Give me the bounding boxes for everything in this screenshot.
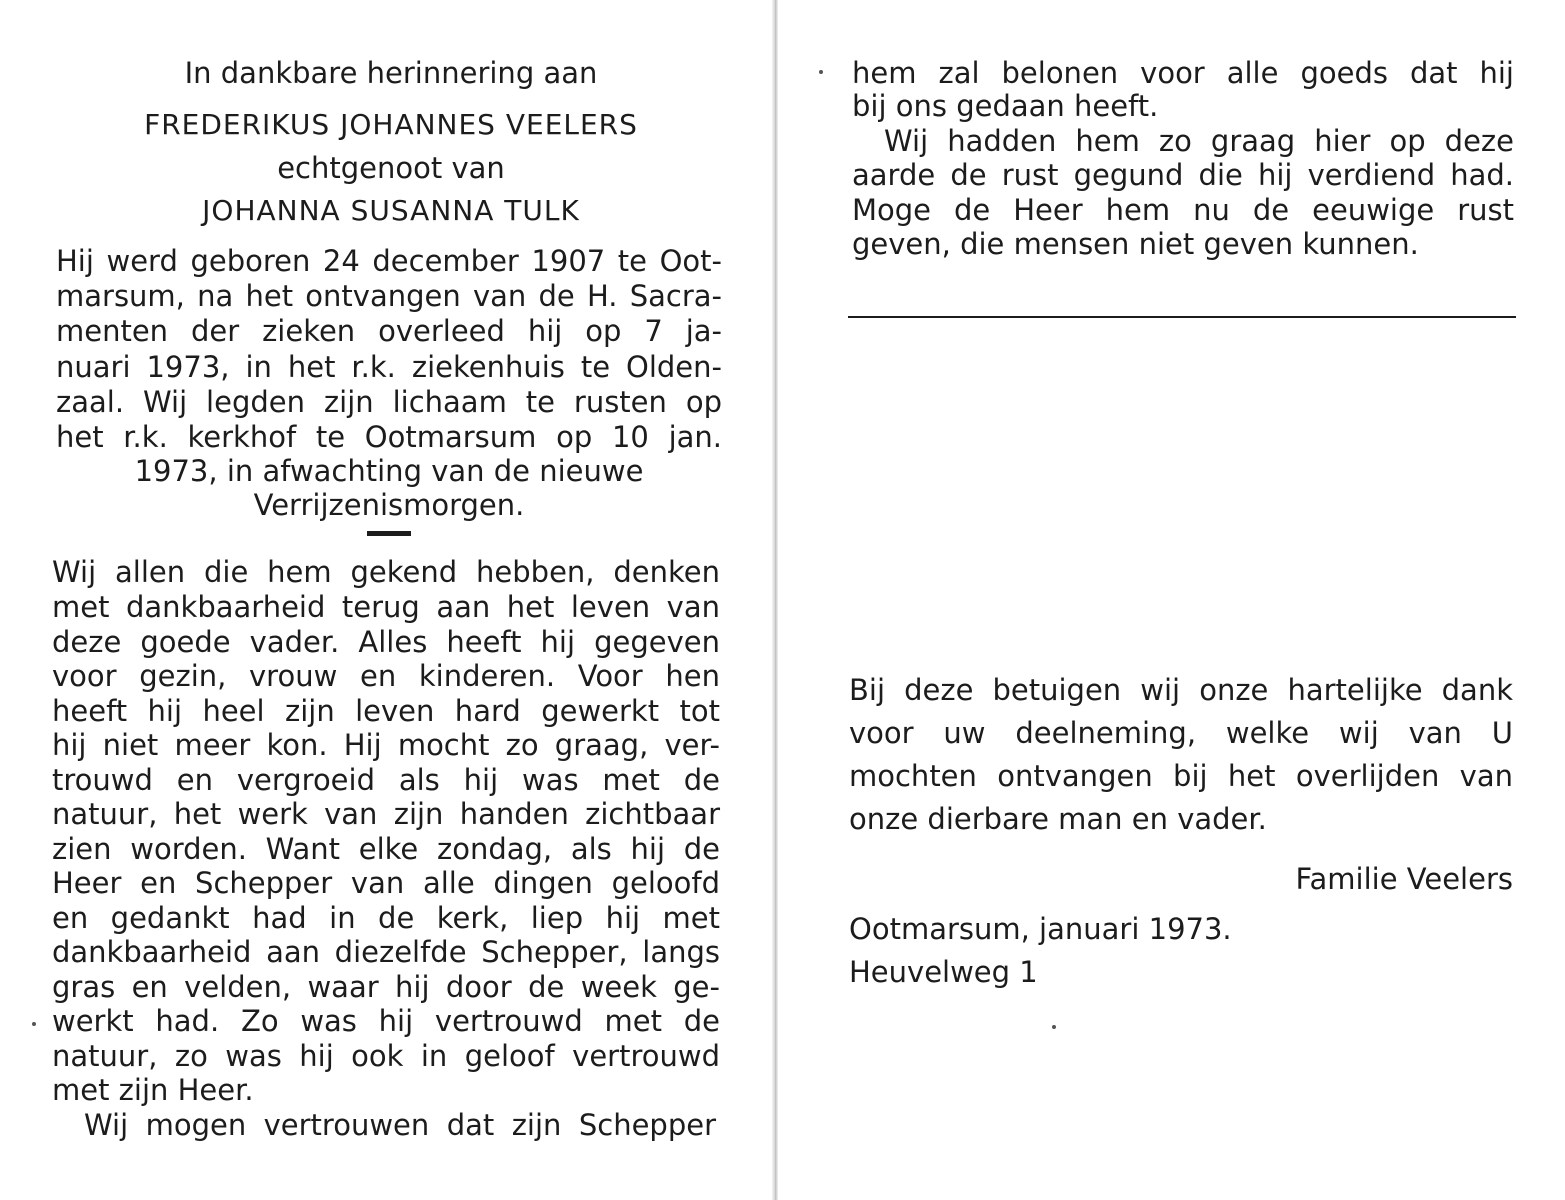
bio-line: nuari 1973, in het r.k. ziekenhuis te Olden- [56,350,722,384]
continuation-line: bij ons gedaan heeft. [852,89,1159,123]
tribute-line: deze goede vader. Alles heeft hij gegeven [52,625,720,659]
tribute-line: en gedankt had in de kerk, liep hij met [52,901,720,935]
bio-line: het r.k. kerkhof te Ootmarsum op 10 jan. [56,420,722,454]
print-speck [819,70,823,74]
family-signature: Familie Veelers [1295,862,1513,896]
spouse-name: JOHANNA SUSANNA TULK [202,194,580,227]
tribute-line: met zijn Heer. [52,1073,254,1107]
address: Heuvelweg 1 [849,955,1038,989]
continuation-line: Moge de Heer hem nu de eeuwige rust [852,193,1514,227]
bio-line: zaal. Wij legden zijn lichaam te rusten op [56,385,722,419]
bio-line: marsum, na het ontvangen van de H. Sacra- [56,279,722,313]
intro-text: In dankbare herinnering aan [184,56,598,90]
tribute-line: Heer en Schepper van alle dingen geloofd [52,866,720,900]
spouse-intro: echtgenoot van [277,151,505,185]
tribute-line: Wij allen die hem gekend hebben, denken [52,555,720,589]
tribute-line: heeft hij heel zijn leven hard gewerkt tot [52,694,720,728]
tribute-line: gras en velden, waar hij door de week ge- [52,970,720,1004]
tribute-line: met dankbaarheid terug aan het leven van [52,590,720,624]
tribute-line: zien worden. Want elke zondag, als hij de [52,832,720,866]
continuation-line: Wij hadden hem zo graag hier op deze [884,124,1514,158]
section-divider [367,531,411,536]
bio-line: 1973, in afwachting van de nieuwe [134,454,644,488]
continuation-line: hem zal belonen voor alle goeds dat hij [852,56,1514,90]
tribute-line: werkt had. Zo was hij vertrouwd met de [52,1004,720,1038]
bio-line: Verrijzenismorgen. [253,488,525,522]
continuation-line: aarde de rust gegund die hij verdiend had. [852,158,1514,192]
thanks-line: mochten ontvangen bij het overlijden van [849,759,1513,793]
tribute-line: voor gezin, vrouw en kinderen. Voor hen [52,659,720,693]
deceased-name: FREDERIKUS JOHANNES VEELERS [144,108,638,141]
thanks-line: Bij deze betuigen wij onze hartelijke dank [849,673,1513,707]
print-speck [32,1022,36,1026]
tribute-line: natuur, het werk van zijn handen zichtbaar [52,797,720,831]
separator-rule [848,316,1516,318]
continuation-line: geven, die mensen niet geven kunnen. [852,227,1419,261]
left-page [0,0,775,1200]
tribute-line: hij niet meer kon. Hij mocht zo graag, ver- [52,728,720,762]
tribute-line: dankbaarheid aan diezelfde Schepper, langs [52,935,720,969]
tribute-line: Wij mogen vertrouwen dat zijn Schepper [84,1108,716,1142]
print-speck [1052,1025,1056,1029]
thanks-line: onze dierbare man en vader. [849,802,1267,836]
thanks-line: voor uw deelneming, welke wij van U [849,716,1513,750]
tribute-line: trouwd en vergroeid als hij was met de [52,763,720,797]
tribute-line: natuur, zo was hij ook in geloof vertrouwd [52,1039,720,1073]
bio-line: Hij werd geboren 24 december 1907 te Oot- [56,244,722,278]
right-page [777,0,1565,1200]
bio-line: menten der zieken overleed hij op 7 ja- [56,314,722,348]
place-date: Ootmarsum, januari 1973. [849,912,1232,946]
